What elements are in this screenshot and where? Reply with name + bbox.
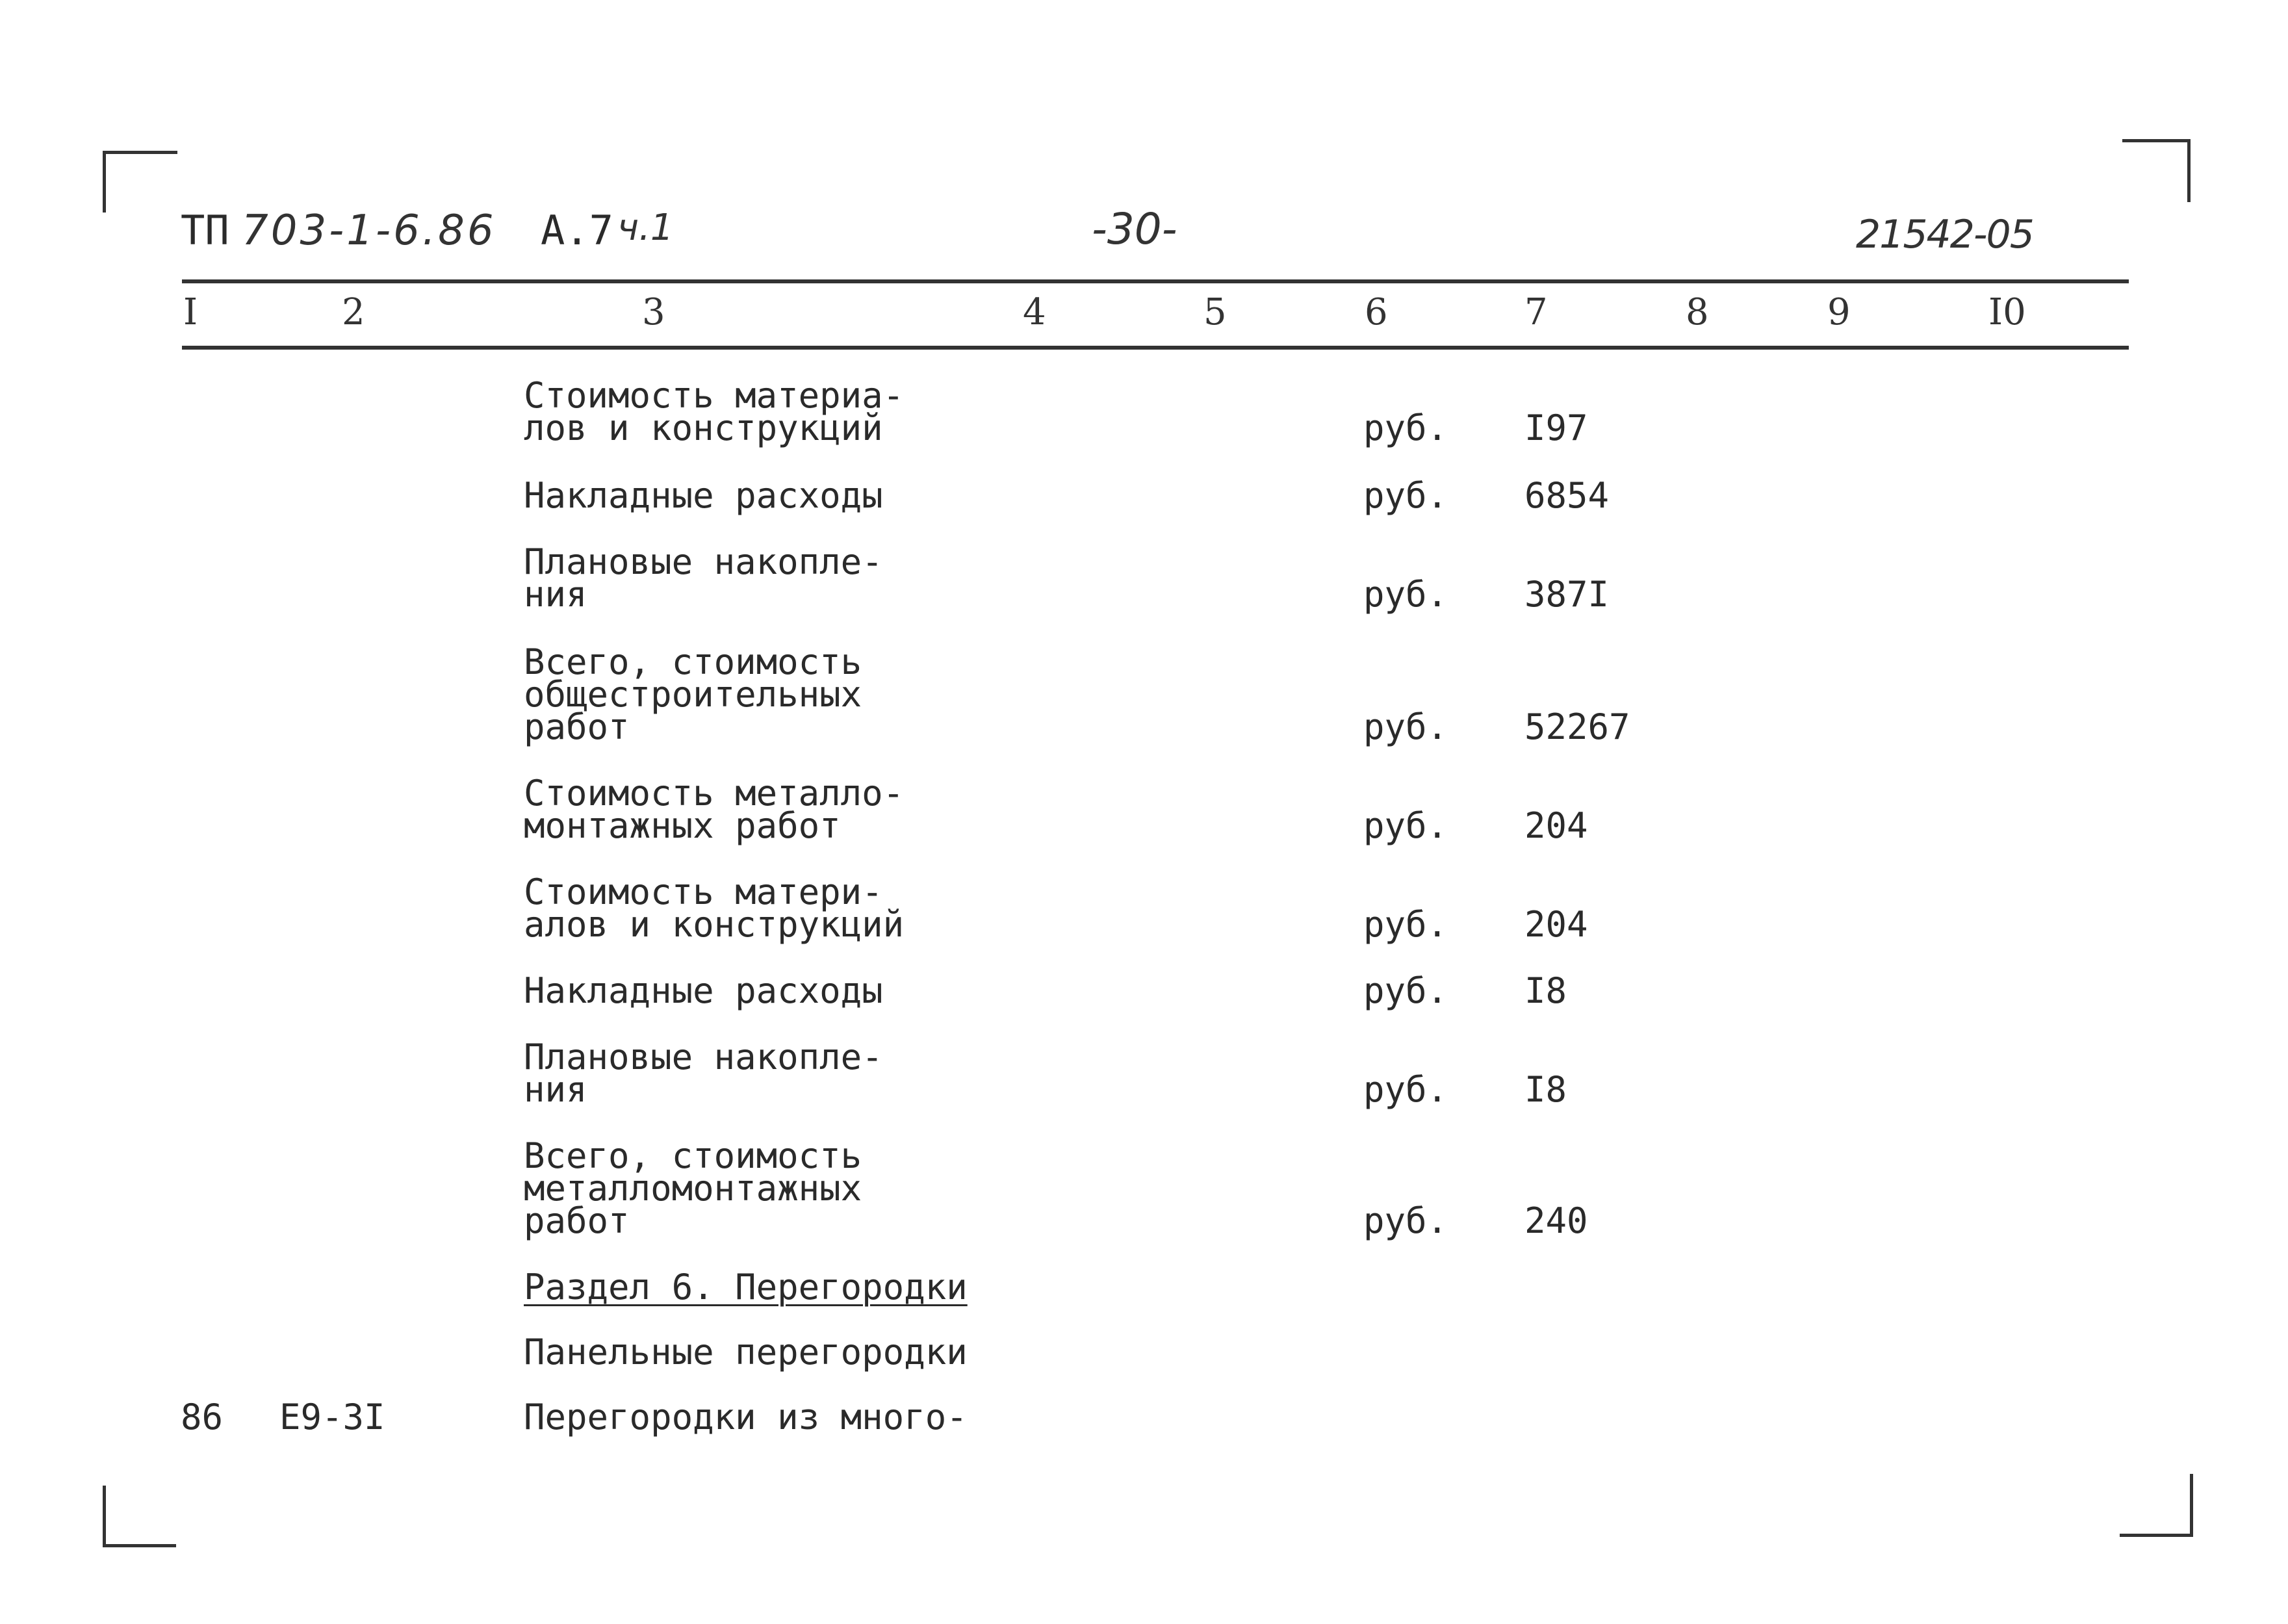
row-quantity: 204 (1524, 805, 1588, 846)
section-heading: Раздел 6. Перегородки (524, 1267, 968, 1308)
page-number: -30- (1092, 204, 1177, 254)
series-code: 703-1-6.86 (242, 207, 496, 255)
row-description: Перегородки из много- (524, 1397, 968, 1437)
row-description: Стоимость металло- монтажных работ (524, 773, 905, 846)
column-number-4: 4 (1023, 291, 1046, 333)
row-quantity: I8 (1524, 970, 1567, 1011)
row-description: Всего, стоимость металломонтажных работ (524, 1135, 862, 1241)
row-description: Плановые накопле- ния (524, 541, 883, 615)
row-description: Стоимость материа- лов и конструкций (524, 375, 905, 448)
corner-mark-top-right (2122, 139, 2191, 202)
row-quantity: 6854 (1524, 475, 1610, 516)
row-unit: руб. (1363, 1069, 1448, 1110)
subsection-heading: Панельные перегородки (524, 1332, 968, 1373)
corner-mark-bottom-left (103, 1486, 176, 1547)
header-rule-top (182, 279, 2129, 283)
row-index: 86 (181, 1397, 224, 1437)
row-unit: руб. (1363, 706, 1448, 747)
row-quantity: 204 (1524, 904, 1588, 945)
column-number-9: 9 (1827, 291, 1851, 333)
row-code: Е9-3I (279, 1397, 385, 1437)
column-number-3: 3 (642, 291, 665, 333)
row-quantity: 387I (1524, 574, 1610, 615)
column-number-6: 6 (1365, 291, 1388, 333)
column-number-7: 7 (1524, 291, 1548, 333)
row-unit: руб. (1363, 970, 1448, 1011)
column-number-2: 2 (342, 291, 365, 333)
part-label: ч.1 (617, 207, 674, 249)
row-description: Накладные расходы (524, 475, 883, 516)
row-unit: руб. (1363, 475, 1448, 516)
column-number-5: 5 (1203, 291, 1227, 333)
row-description: Плановые накопле- ния (524, 1037, 883, 1110)
row-quantity: I97 (1524, 407, 1588, 448)
row-unit: руб. (1363, 1200, 1448, 1241)
corner-mark-bottom-right (2120, 1474, 2193, 1537)
column-number-8: 8 (1686, 291, 1709, 333)
row-unit: руб. (1363, 904, 1448, 945)
row-unit: руб. (1363, 805, 1448, 846)
series-prefix: ТП (181, 207, 229, 254)
row-unit: руб. (1363, 407, 1448, 448)
document-number: 21542-05 (1856, 212, 2033, 257)
row-quantity: 52267 (1524, 706, 1630, 747)
column-number-10: I0 (1988, 291, 2026, 333)
corner-mark-top-left (103, 151, 177, 213)
header-rule-bottom (182, 346, 2129, 350)
row-description: Стоимость матери- алов и конструкций (524, 871, 905, 945)
row-description: Всего, стоимость общестроительных работ (524, 641, 862, 747)
row-description: Накладные расходы (524, 970, 883, 1011)
row-quantity: 240 (1524, 1200, 1588, 1241)
row-quantity: I8 (1524, 1069, 1567, 1110)
row-unit: руб. (1363, 574, 1448, 615)
column-number-1: I (183, 291, 198, 333)
album-label: А.7 (541, 207, 613, 254)
